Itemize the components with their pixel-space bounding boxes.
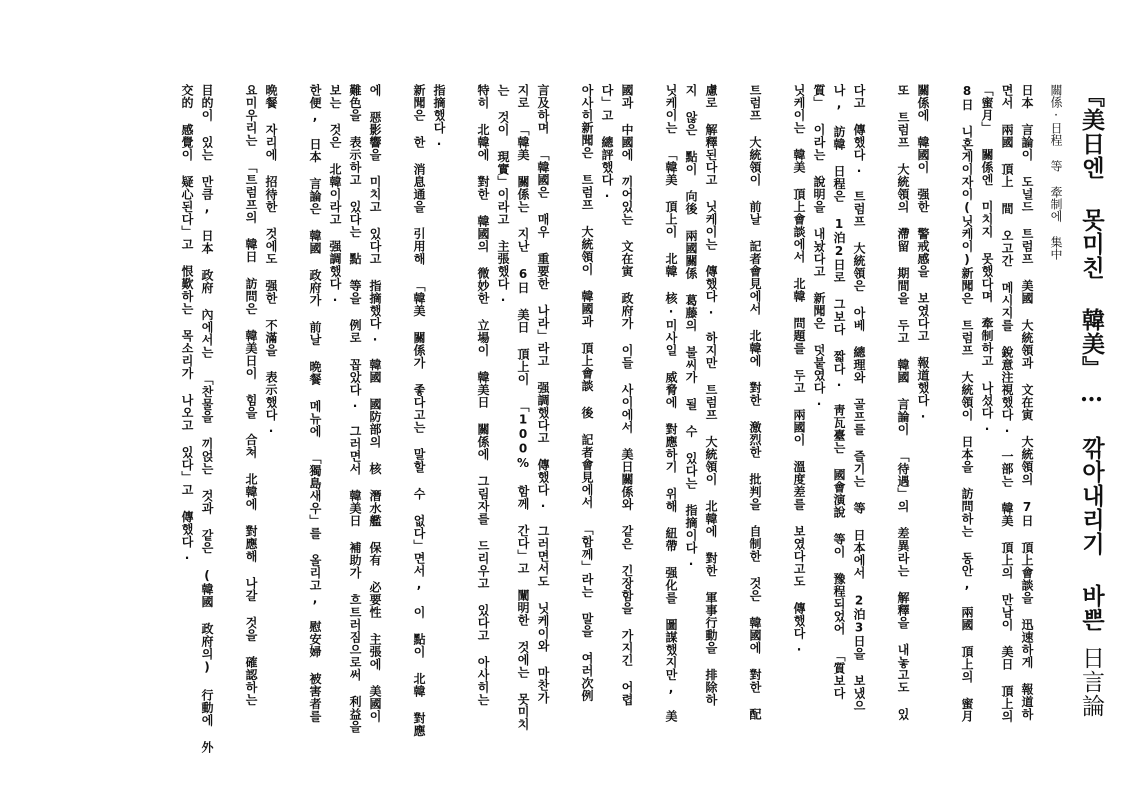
text-line: 또 트럼프 大統領의 滯留 期間을 두고 韓國 言論이 「待遇」의 差異라는 解釋을 내놓고도 있 [896, 84, 910, 721]
text-line: 닛케이는 韓美 頂上會談에서 北韓 問題를 두고 兩國이 溫度差를 보였다고도 傳했다. [792, 84, 806, 654]
text-line: 特히 北韓에 對한 韓國의 微妙한 立場이 韓美日 關係에 그림자를 드리우고 있다고 아사히는 [476, 84, 490, 706]
text-line: 보는 것은 北韓이라고 强調했다. [328, 84, 342, 305]
text-line: 지로 「韓美 關係는 지난 6日 美日 頂上이 「100% 함께 간다」고 闡明한 것에는 못미치 [516, 84, 530, 731]
text-line: 國과 中國에 끼어있는 文在寅 政府가 이들 사이에서 美日關係와 같은 긴장함을 가지긴 어렵 [620, 84, 634, 706]
article-subtitle: 關係·日程 等 牽制에 集中 [1049, 84, 1063, 260]
text-line: 言及하며 「韓國은 매우 重要한 나라」라고 强調했다고 傳했다. 그러면서도 닛케이와 마찬가 [536, 84, 550, 704]
headline-source: 日言論 [1078, 646, 1104, 718]
text-line: 면서 兩國 頂上 間 오고간 메시지를 銳意注視했다. 一部는 韓美 頂上의 만남이 美日 頂上의 [1000, 84, 1014, 723]
text-line: 指摘했다. [432, 84, 446, 149]
text-line: 目的이 있는 만큼, 日本 政府 內에서는 「찬물을 끼얹는 것과 같은 (韓國 政府의) 行動에 外 [200, 84, 214, 754]
vertical-article [177, 84, 1109, 784]
text-line: 關係에 韓國이 强한 警戒感을 보였다고 報道했다. [916, 84, 930, 421]
text-line: 다」고 總評했다. [600, 84, 614, 201]
text-line: 難色을 表示하고 있다는 點 等을 例로 꼽았다. 그러면서 韓美日 補助가 흐트러짐으로써 利益을 [348, 84, 362, 733]
text-line: 는 것이 現實」이라고 主張했다. [496, 84, 510, 305]
text-line: 質」 이라는 說明을 내놨다고 新聞은 덧붙였다. [812, 84, 826, 409]
text-line: 日本 言論이 도널드 트럼프 美國 大統領과 文在寅 大統領의 7日 頂上會談을 迅速하게 報道하 [1020, 84, 1034, 721]
text-line: 나, 訪韓 日程은 1泊2日로 그보다 짧다. 靑瓦臺는 國會演說 等이 豫程되었어 「質보다 [832, 84, 846, 700]
text-line: 交的 感覺이 疑心된다」고 恨歎하는 목소리가 나오고 있다」고 傳했다. [180, 84, 194, 563]
text-line: 다고 傳했다. 트럼프 大統領은 아베 總理와 골프를 즐기는 等 日本에서 2泊3日을 보냈으 [852, 84, 866, 712]
text-line: 慮로 解釋된다고 닛케이는 傳했다. 하지만 트럼프 大統領이 北韓에 對한 軍事行動을 排除하 [704, 84, 718, 706]
text-line: 아사히新聞은 트럼프 大統領이 韓國과 頂上會談 後 記者會見에서 「함께」라는 말을 여러次例 [580, 84, 594, 702]
article-title [1073, 84, 1109, 784]
text-line: 요미우리는 「트럼프의 韓日 訪問은 韓美日이 힘을 合쳐 北韓에 對應해 나갈 것을 確認하는 [244, 84, 258, 706]
text-line: 新聞은 한 消息通을 引用해 「韓美 關係가 좋다고는 말할 수 없다」면서, 이 點이 北韓 對應 [412, 84, 426, 737]
text-line: 「蜜月」 關係엔 미치지 못했다며 牽制하고 나섰다. [980, 84, 994, 434]
text-line: 닛케이는 「韓美 頂上이 北韓 核·미사일 威脅에 對應하기 위해 紐帶 强化를 圖謀했지만, 美 [664, 84, 678, 723]
headline: 『美日엔 못미친 韓美』… 깎아내리기 바쁜 [1078, 84, 1105, 632]
text-line: 한便, 日本 言論은 韓國 政府가 前날 晩餐 메뉴에 「獨島새우」를 올리고, 慰安婦 被害者를 [308, 84, 322, 723]
text-line: 에 惡影響을 미치고 있다고 指摘했다. 韓國 國防部의 核 潛水艦 保有 必要性 主張에 美國이 [368, 84, 382, 723]
text-line: 지 않은 點이 向後 兩國關係 葛藤의 불씨가 될 수 있다는 指摘이다. [684, 84, 698, 569]
text-line: 8日 니혼게이자이(닛케이)新聞은 트럼프 大統領이 日本을 訪問하는 동안, 兩國 頂上의 蜜月 [960, 84, 974, 723]
text-line: 트럼프 大統領이 前날 記者會見에서 北韓에 對한 激烈한 批判을 自制한 것은 韓國에 對한 配 [748, 84, 762, 721]
text-line: 晩餐 자리에 招待한 것에도 强한 不滿을 表示했다. [264, 84, 278, 436]
